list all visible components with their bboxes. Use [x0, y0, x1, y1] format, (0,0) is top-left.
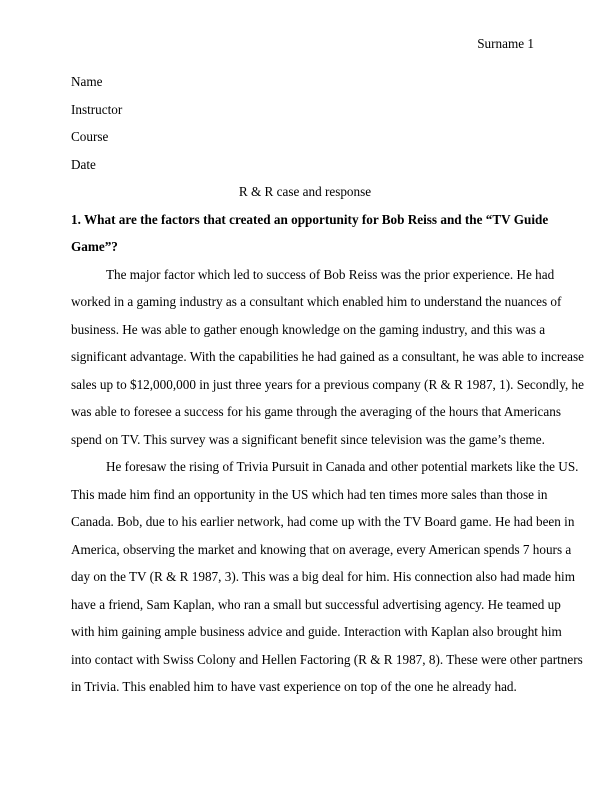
paragraph-line: This made him find an opportunity in the US which had ten times more sales than those in	[71, 486, 548, 502]
running-head: Surname 1	[477, 36, 534, 51]
course-name: Course	[71, 129, 109, 144]
paragraph-line: have a friend, Sam Kaplan, who ran a small but successful advertising agency. He teamed up	[71, 596, 561, 612]
question-heading-line: 1. What are the factors that created an opportunity for Bob Reiss and the “TV Guide	[71, 211, 549, 227]
paragraph-line: sales up to $12,000,000 in just three years for a previous company (R & R 1987, 1). Secondly, he	[71, 376, 584, 392]
paragraph-line: America, observing the market and knowing that on average, every American spends 7 hours a	[71, 541, 572, 557]
paragraph-line: He foresaw the rising of Trivia Pursuit in Canada and other potential markets like the US.	[106, 459, 579, 474]
instructor-name: Instructor	[71, 101, 123, 117]
student-name: Name	[71, 74, 103, 89]
paragraph-line: was able to foresee a success for his game through the averaging of the hours that Americans	[71, 404, 561, 419]
paragraph-line: into contact with Swiss Colony and Hellen Factoring (R & R 1987, 8). These were other partners	[71, 651, 583, 667]
paragraph-line: spend on TV. This survey was a significant benefit since television was the game’s theme.	[71, 431, 545, 447]
paragraph-line: business. He was able to gather enough knowledge on the gaming industry, and this was a	[71, 321, 546, 337]
question-heading-line: Game”?	[71, 239, 118, 254]
paragraph-line: in Trivia. This enabled him to have vast experience on top of the one he already had.	[71, 679, 517, 694]
paragraph-line: worked in a gaming industry as a consultant which enabled him to understand the nuances of	[71, 294, 562, 309]
paragraph-line: Canada. Bob, due to his earlier network, had come up with the TV Board game. He had been in	[71, 514, 575, 529]
paragraph-line: day on the TV (R & R 1987, 3). This was a big deal for him. His connection also had made him	[71, 569, 575, 584]
paragraph-line: significant advantage. With the capabilities he had gained as a consultant, he was able to increase	[71, 349, 584, 364]
document-body	[71, 68, 584, 701]
date-line: Date	[71, 156, 96, 172]
paragraph-line: The major factor which led to success of Bob Reiss was the prior experience. He had	[106, 266, 555, 282]
paragraph-line: with him gaining ample business advice and guide. Interaction with Kaplan also brought him	[71, 624, 562, 639]
paper-title: R & R case and response	[238, 184, 372, 199]
